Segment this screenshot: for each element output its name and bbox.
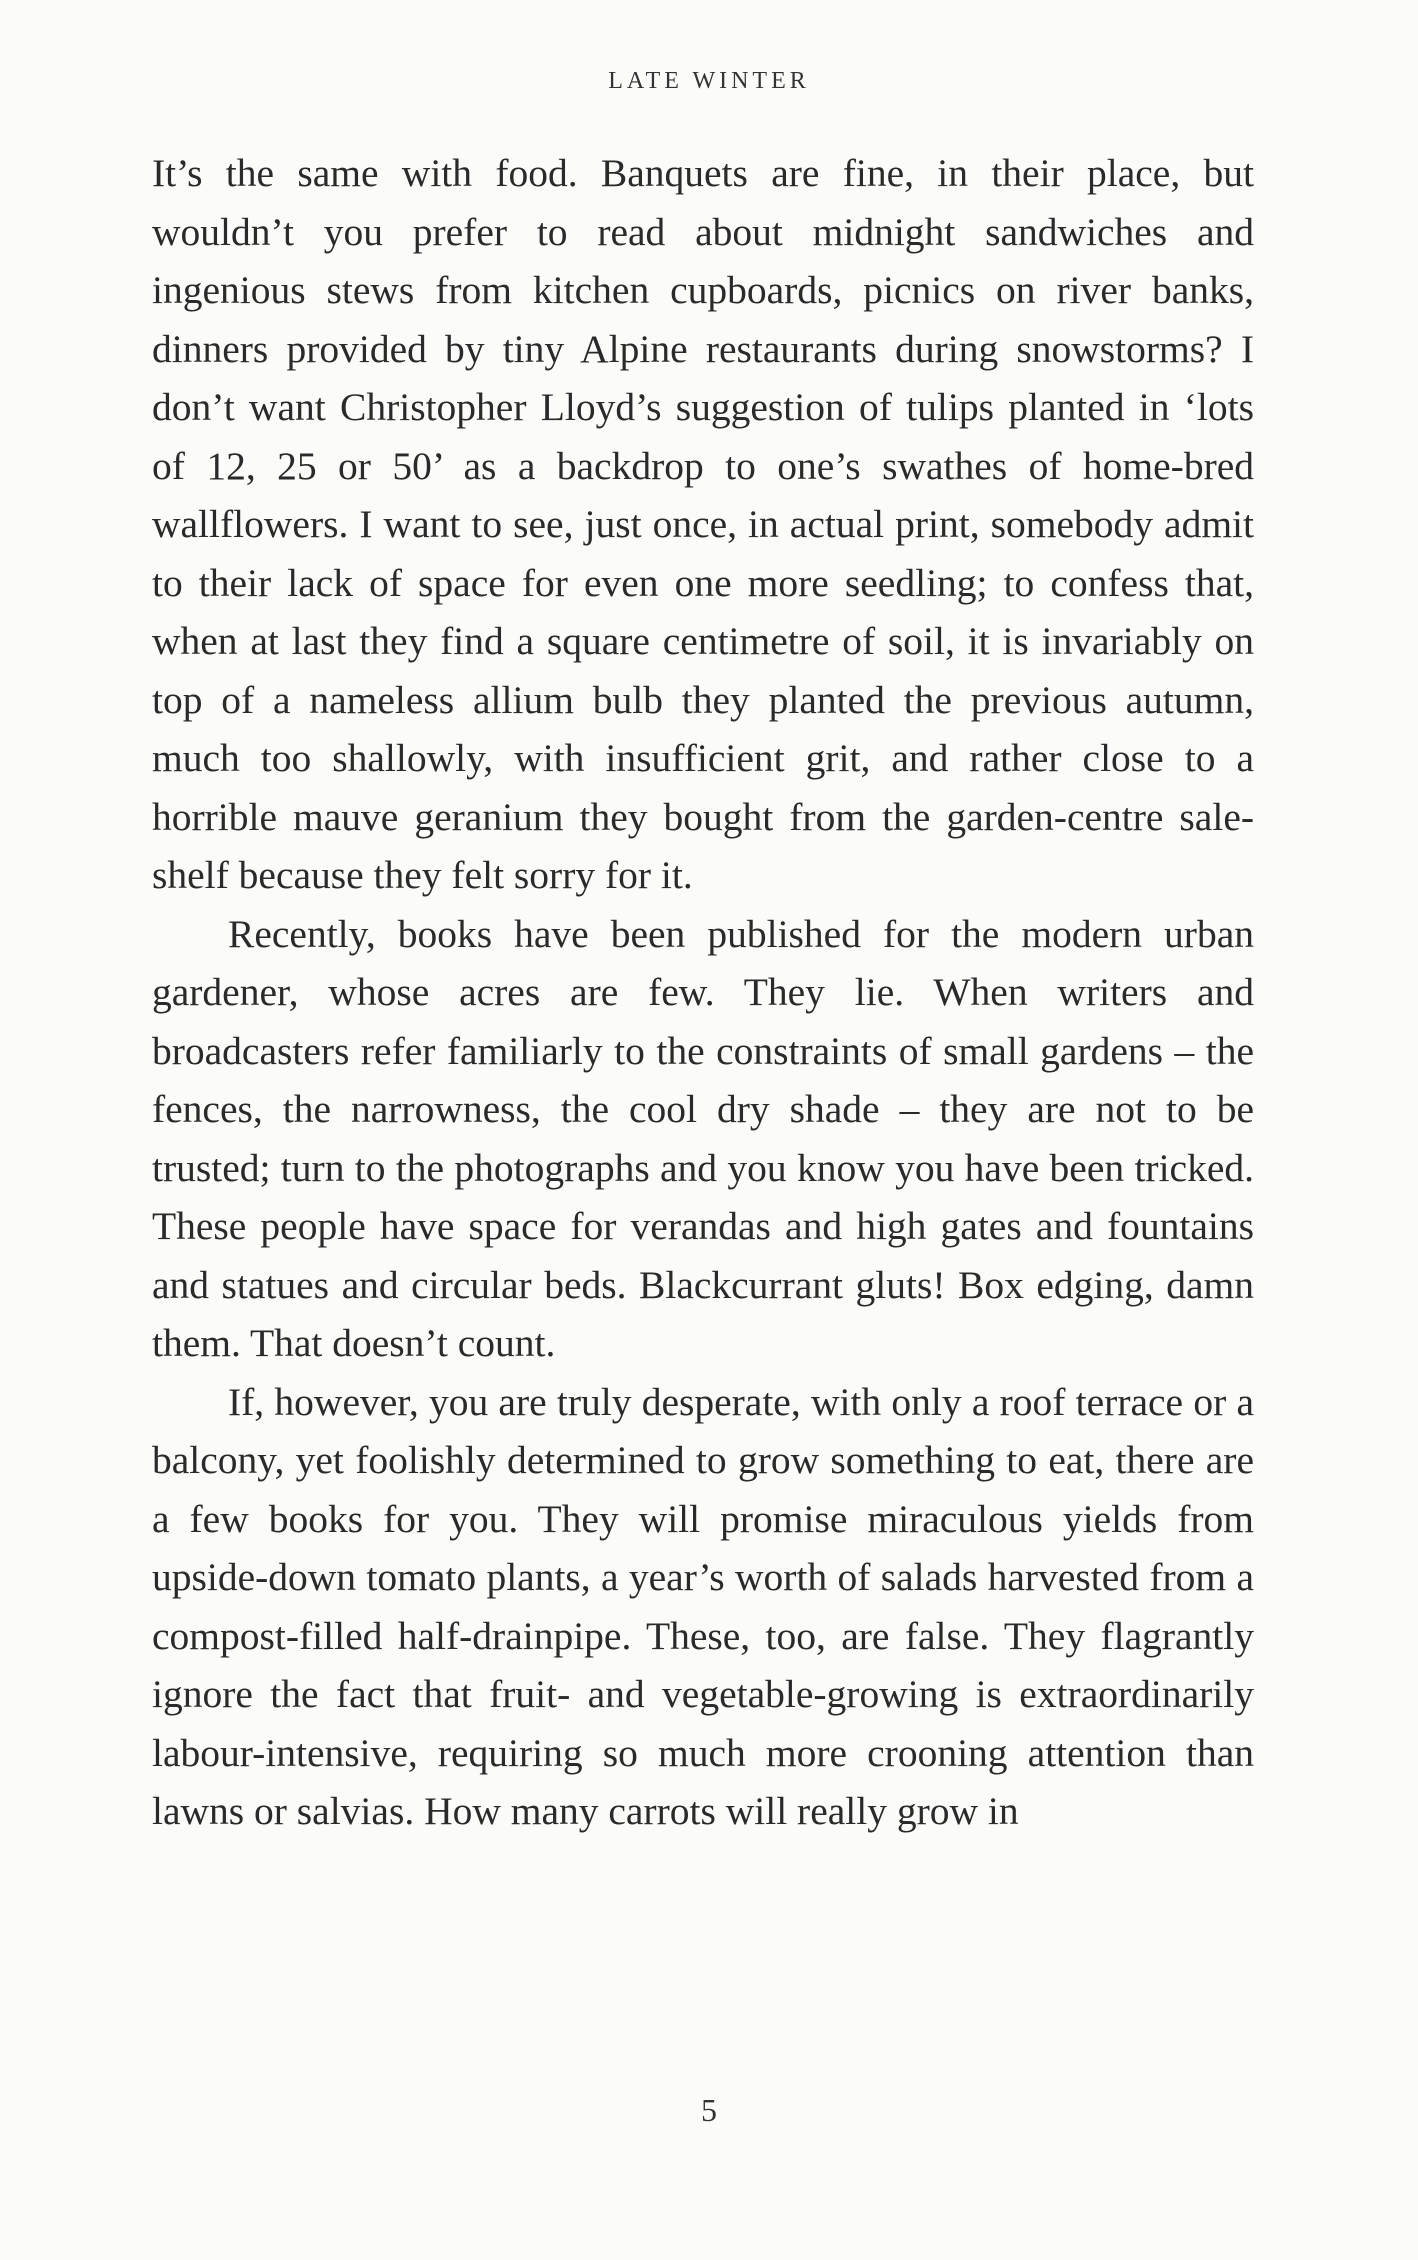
paragraph: Recently, books have been published for the modern urban gardener, whose acres are few. They lie. When writers and broadcasters refer familiarly to the constraints of small gardens – the fences, the narrowness, the cool dry shade – they are not to be trusted; turn to the photographs and you know you have been tricked. These people have space for verandas and high gates and fountains and statues and circular beds. Blackcurrant gluts! Box edging, damn them. That doesn’t count.	[152, 911, 1254, 1365]
page-number: 5	[701, 2092, 717, 2128]
running-head: LATE WINTER	[608, 68, 810, 94]
paragraph: It’s the same with food. Banquets are fine, in their place, but wouldn’t you prefer to read about midnight sandwiches and ingenious stews from kitchen cupboards, picnics on river banks, dinners provided by tiny Alpine restaurants during snowstorms? I don’t want Christopher Lloyd’s suggestion of tulips planted in ‘lots of 12, 25 or 50’ as a backdrop to one’s swathes of home-bred wallflowers. I want to see, just once, in actual print, somebody admit to their lack of space for even one more seedling; to confess that, when at last they find a square centimetre of soil, it is invariably on top of a nameless allium bulb they planted the previous autumn, much too shallowly, with insufficient grit, and rather close to a horrible mauve geranium they bought from the garden-centre sale-shelf because they felt sorry for it.	[152, 151, 1254, 897]
paragraph: If, however, you are truly desperate, with only a roof terrace or a balcony, yet foolishly determined to grow something to eat, there are a few books for you. They will promise miraculous yields from upside-down tomato plants, a year’s worth of salads harvested from a compost-filled half-drainpipe. These, too, are false. They flagrantly ignore the fact that fruit- and vegetable-growing is extraordinarily labour-intensive, requiring so much more crooning attention than lawns or salvias. How many carrots will really grow in	[152, 1379, 1254, 1833]
body-text	[152, 144, 1254, 1841]
